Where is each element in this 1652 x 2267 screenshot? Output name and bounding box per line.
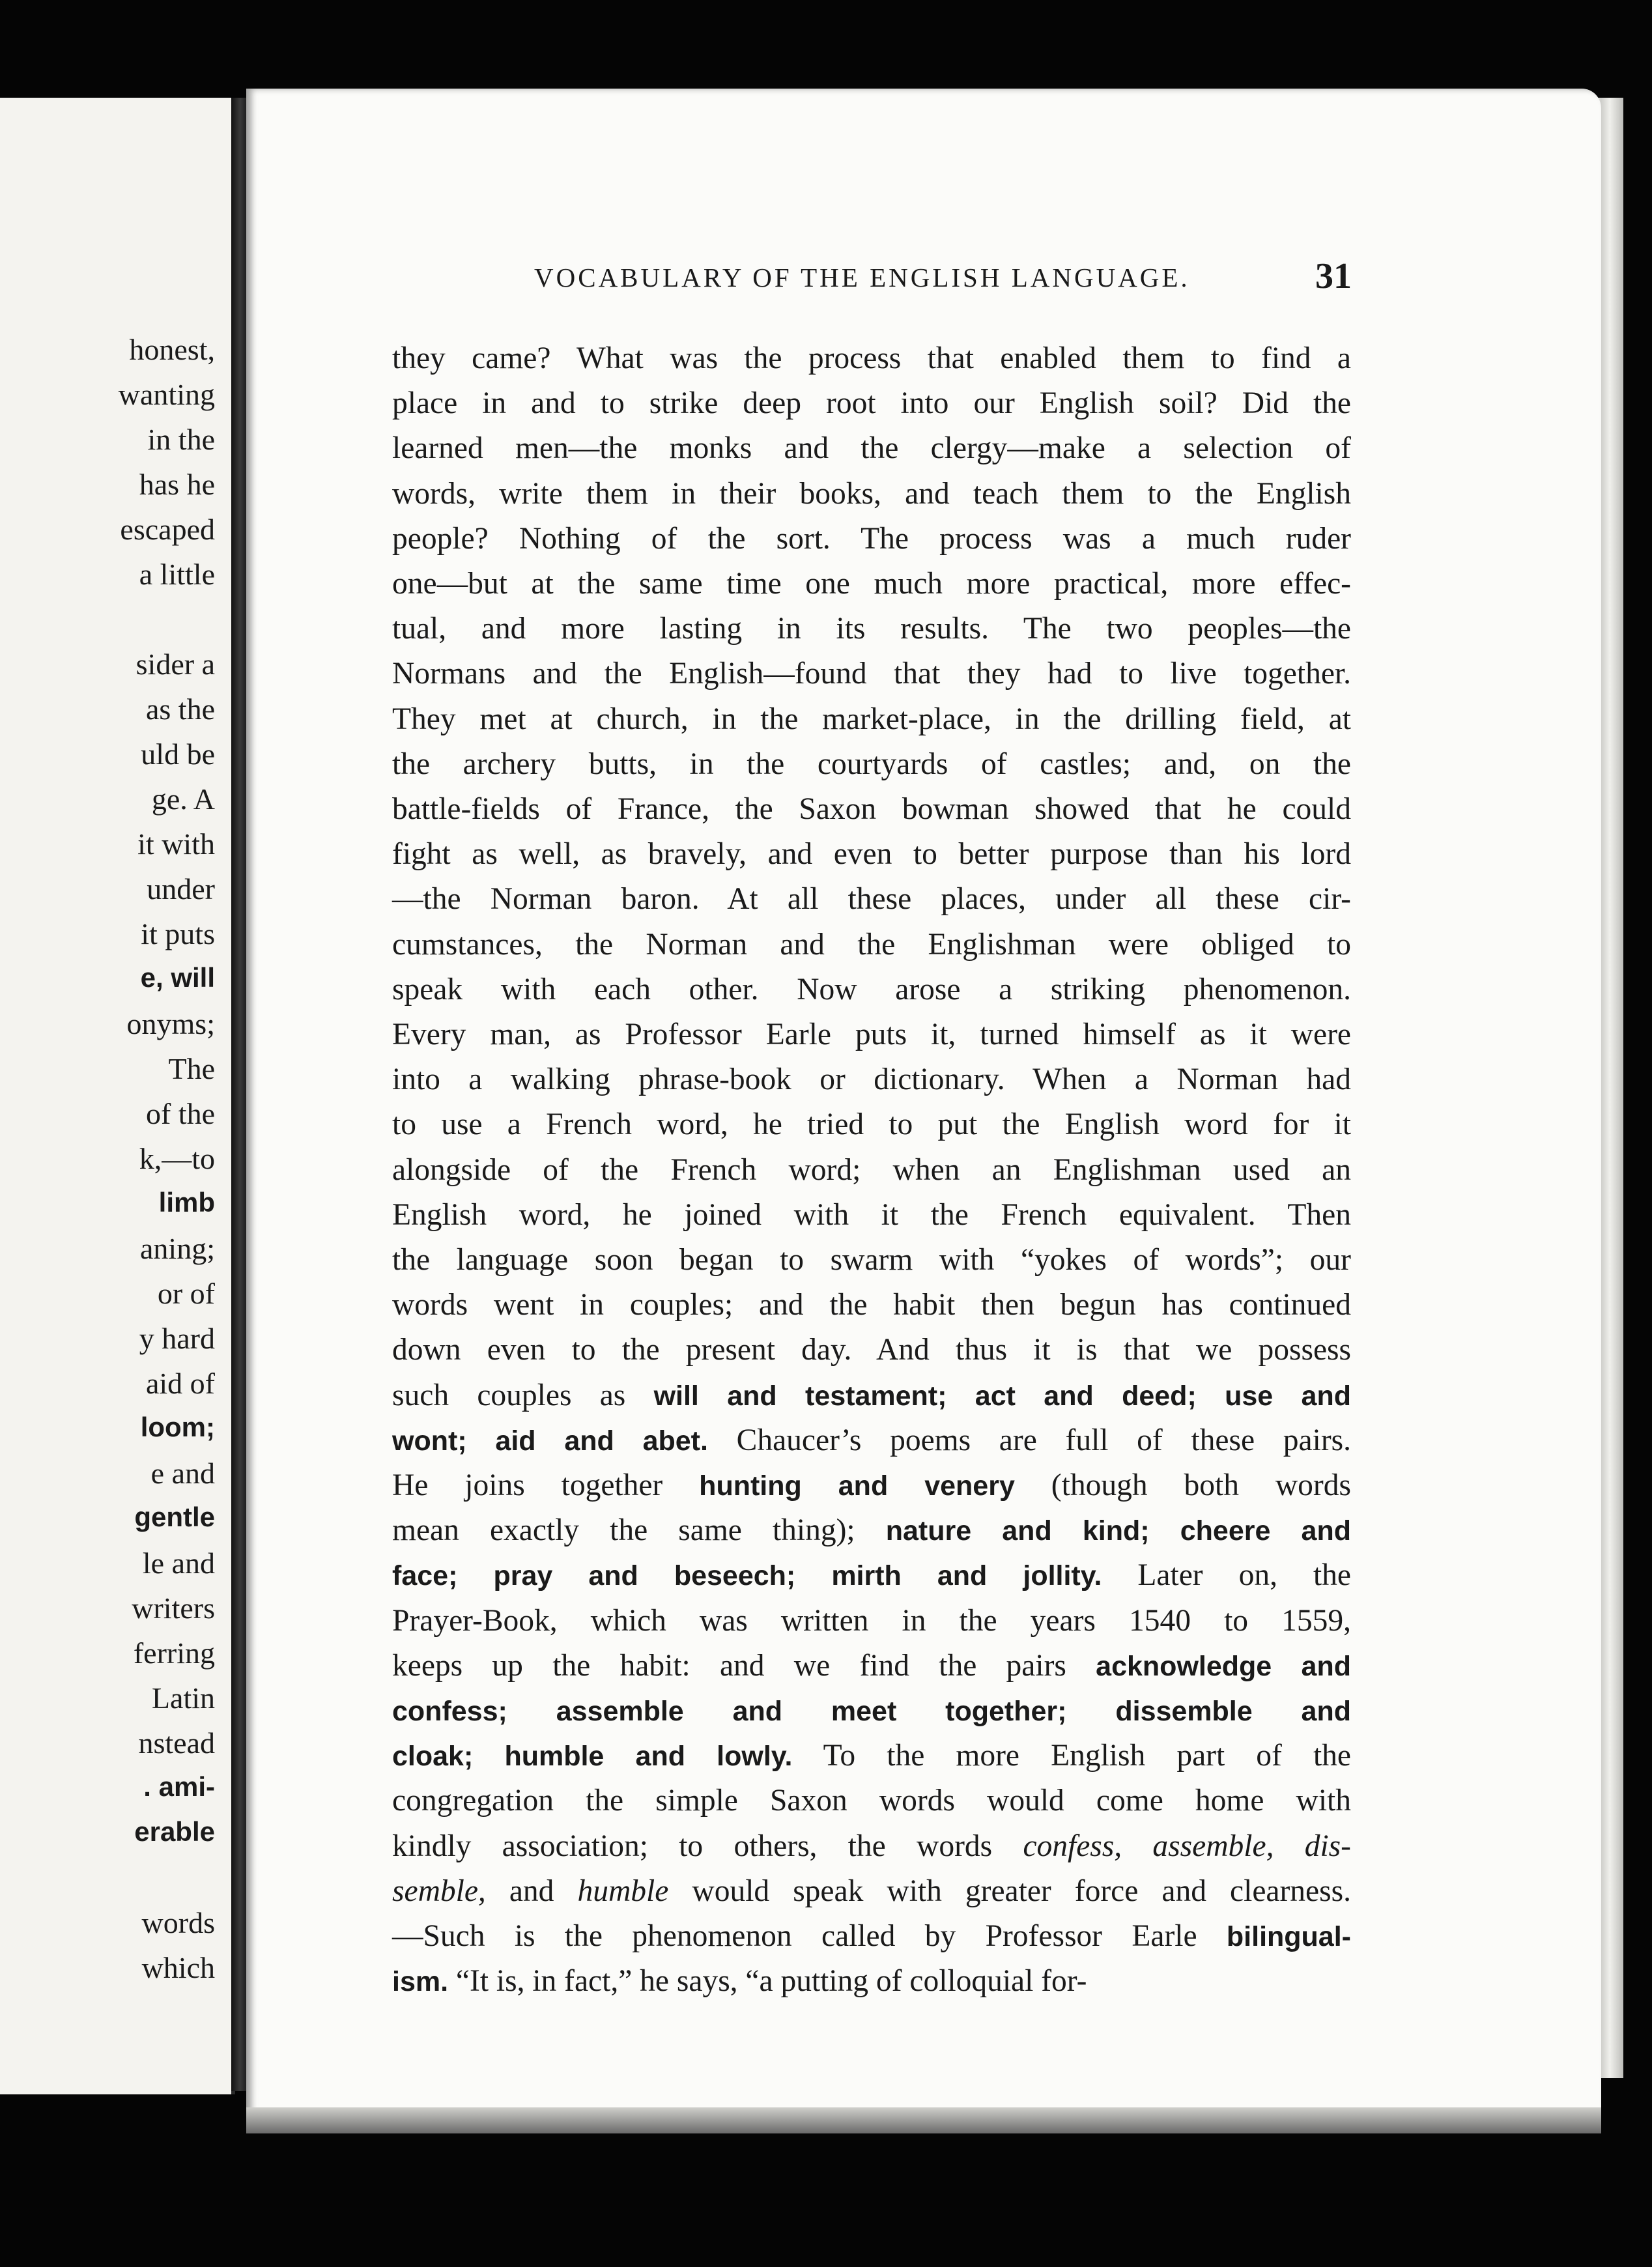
text-run: down even to the present day. And thus it is that we possess bbox=[392, 1333, 1351, 1367]
text-run: Every man, as Professor Earle puts it, turned himself as it were bbox=[392, 1018, 1351, 1051]
text-line bbox=[392, 1598, 1351, 1644]
facing-page-line: erable bbox=[134, 1816, 215, 1847]
text-line bbox=[392, 651, 1351, 696]
facing-page-line: le and bbox=[142, 1547, 215, 1580]
text-run: To the more English part of the bbox=[792, 1739, 1351, 1773]
text-run: such couples as bbox=[392, 1378, 654, 1412]
facing-page-line: onyms; bbox=[126, 1007, 215, 1040]
text-run: place in and to strike deep root into our English soil? Did the bbox=[392, 386, 1351, 421]
facing-page-line: it with bbox=[137, 827, 215, 861]
bold-term: wont; aid and abet. bbox=[392, 1425, 708, 1457]
facing-page-line: gentle bbox=[134, 1502, 215, 1532]
italic-term: humble bbox=[577, 1874, 669, 1908]
text-run: the archery butts, in the courtyards of castles; and, on the bbox=[392, 747, 1351, 781]
facing-page-line: has he bbox=[139, 468, 215, 501]
text-line bbox=[392, 380, 1351, 426]
text-line bbox=[392, 876, 1351, 922]
facing-page-line: limb bbox=[158, 1187, 215, 1218]
facing-page-left bbox=[0, 98, 235, 2094]
text-run: (though both words bbox=[1014, 1468, 1351, 1502]
bold-term: hunting and venery bbox=[699, 1470, 1015, 1502]
bold-term: cloak; humble and lowly. bbox=[392, 1741, 793, 1773]
text-line bbox=[392, 1462, 1351, 1508]
text-run: kindly association; to others, the words bbox=[392, 1829, 1023, 1863]
facing-page-line: of the bbox=[145, 1097, 215, 1130]
facing-page-line: e and bbox=[150, 1457, 215, 1490]
text-line bbox=[392, 1192, 1351, 1238]
facing-page-line: it puts bbox=[141, 917, 215, 950]
facing-page-line: ferring bbox=[133, 1636, 215, 1670]
text-run: tual, and more lasting in its results. The two peoples—the bbox=[392, 612, 1351, 646]
text-run: and bbox=[485, 1874, 578, 1908]
text-line bbox=[392, 516, 1351, 562]
text-line bbox=[392, 1147, 1351, 1193]
facing-page-line: in the bbox=[147, 423, 215, 456]
text-run: Chaucer’s poems are full of these pairs. bbox=[707, 1423, 1351, 1457]
facing-page-line: or of bbox=[157, 1277, 215, 1310]
facing-page-line: sider a bbox=[135, 648, 215, 681]
text-run: mean exactly the same thing); bbox=[392, 1513, 886, 1548]
bold-term: confess; assemble and meet together; dissemble and bbox=[392, 1696, 1351, 1727]
text-line bbox=[392, 1057, 1351, 1102]
bold-term: will and testament; act and deed; use and bbox=[653, 1380, 1352, 1412]
text-line bbox=[392, 1868, 1351, 1914]
text-line bbox=[392, 1913, 1351, 1959]
text-run: speak with each other. Now arose a striking phenomenon. bbox=[392, 972, 1351, 1006]
text-run: He joins together bbox=[392, 1468, 700, 1502]
facing-page-line: escaped bbox=[120, 513, 215, 546]
text-run: —Such is the phenomenon called by Professor Earle bbox=[392, 1919, 1227, 1953]
text-line bbox=[392, 967, 1351, 1012]
facing-page-line: aning; bbox=[140, 1232, 215, 1265]
facing-page-line: honest, bbox=[129, 333, 215, 366]
text-line bbox=[392, 831, 1351, 877]
facing-page-line: e, will bbox=[140, 962, 215, 993]
text-run: to use a French word, he tried to put the English word for it bbox=[392, 1107, 1351, 1142]
text-run: the language soon began to swarm with “yokes of words”; our bbox=[392, 1243, 1351, 1277]
text-line bbox=[392, 786, 1351, 832]
text-line bbox=[392, 471, 1351, 517]
text-run: words went in couples; and the habit then begun has continued bbox=[392, 1288, 1351, 1322]
text-line bbox=[392, 425, 1351, 471]
text-run: English word, he joined with it the French equivalent. Then bbox=[392, 1197, 1351, 1232]
facing-page-line: wanting bbox=[118, 378, 215, 411]
bold-term: face; pray and beseech; mirth and jollity. bbox=[392, 1560, 1102, 1592]
text-line bbox=[392, 1643, 1351, 1689]
text-line bbox=[392, 1102, 1351, 1147]
facing-page-line: writers bbox=[132, 1591, 215, 1625]
text-line bbox=[392, 1327, 1351, 1373]
page-bottom-shadow bbox=[246, 2107, 1601, 2133]
page-number: 31 bbox=[1315, 256, 1352, 296]
bold-term: bilingual- bbox=[1226, 1921, 1351, 1952]
text-line bbox=[392, 741, 1351, 787]
text-line bbox=[392, 922, 1351, 967]
facing-page-line: under bbox=[147, 872, 215, 905]
facing-page-line: ge. A bbox=[151, 782, 215, 816]
text-run: Normans and the English—found that they had to live together. bbox=[392, 657, 1351, 691]
text-line bbox=[392, 1237, 1351, 1283]
text-line bbox=[392, 1012, 1351, 1057]
italic-term: confess, assemble, dis- bbox=[1023, 1829, 1351, 1863]
text-run: keeps up the habit: and we find the pairs bbox=[392, 1648, 1096, 1683]
bold-term: ism. bbox=[392, 1966, 449, 1998]
text-line bbox=[392, 335, 1351, 381]
text-run: one—but at the same time one much more practical, more effec- bbox=[392, 567, 1351, 601]
text-run: battle-fields of France, the Saxon bowman showed that he could bbox=[392, 792, 1351, 826]
facing-page-line: aid of bbox=[145, 1367, 215, 1400]
text-run: they came? What was the process that enabled them to find a bbox=[392, 341, 1351, 375]
facing-page-line: loom; bbox=[140, 1412, 215, 1442]
facing-page-line: Latin bbox=[151, 1681, 215, 1715]
text-line bbox=[392, 606, 1351, 651]
facing-page-line: uld be bbox=[141, 737, 215, 771]
bold-term: nature and kind; cheere and bbox=[885, 1515, 1351, 1547]
italic-term: semble, bbox=[392, 1874, 486, 1908]
facing-page-line: words bbox=[141, 1906, 215, 1939]
text-run: fight as well, as bravely, and even to better purpose than his lord bbox=[392, 837, 1351, 872]
text-run: words, write them in their books, and teach them to the English bbox=[392, 476, 1351, 511]
text-line bbox=[392, 561, 1351, 606]
body-text bbox=[392, 335, 1351, 2003]
header-title: VOCABULARY OF THE ENGLISH LANGUAGE. bbox=[534, 263, 1190, 292]
text-run: alongside of the French word; when an Englishman used an bbox=[392, 1152, 1351, 1187]
text-run: —the Norman baron. At all these places, under all these cir- bbox=[392, 882, 1351, 917]
text-line bbox=[392, 1823, 1351, 1869]
facing-page-line: a little bbox=[139, 558, 215, 591]
text-line bbox=[392, 1733, 1351, 1778]
text-run: congregation the simple Saxon words would come home with bbox=[392, 1784, 1351, 1818]
text-run: learned men—the monks and the clergy—make a selection of bbox=[392, 431, 1351, 466]
facing-page-line: nstead bbox=[138, 1726, 215, 1760]
text-run: into a walking phrase-book or dictionary. When a Norman had bbox=[392, 1062, 1351, 1097]
text-run: Prayer-Book, which was written in the years 1540 to 1559, bbox=[392, 1603, 1351, 1638]
facing-page-line: The bbox=[168, 1052, 215, 1085]
facing-page-line: y hard bbox=[139, 1322, 215, 1355]
facing-page-line: as the bbox=[145, 692, 215, 726]
facing-page-line: which bbox=[141, 1951, 215, 1984]
text-line bbox=[392, 1552, 1351, 1598]
running-header bbox=[534, 255, 1352, 301]
text-run: “It is, in fact,” he says, “a putting of colloquial for- bbox=[448, 1964, 1087, 1999]
facing-page-line: . ami- bbox=[143, 1771, 215, 1802]
text-line bbox=[392, 1373, 1351, 1418]
text-run: people? Nothing of the sort. The process was a much ruder bbox=[392, 521, 1351, 556]
text-line bbox=[392, 1418, 1351, 1463]
text-line bbox=[392, 1958, 1351, 2004]
text-line bbox=[392, 1282, 1351, 1328]
text-run: cumstances, the Norman and the Englishman were obliged to bbox=[392, 927, 1351, 962]
text-line bbox=[392, 1688, 1351, 1733]
bold-term: acknowledge and bbox=[1096, 1650, 1351, 1682]
text-line bbox=[392, 1778, 1351, 1823]
facing-page-line: k,—to bbox=[139, 1142, 215, 1175]
text-line bbox=[392, 696, 1351, 742]
text-run: Later on, the bbox=[1102, 1558, 1351, 1593]
text-line bbox=[392, 1507, 1351, 1553]
text-run: They met at church, in the market-place, in the drilling field, at bbox=[392, 702, 1351, 736]
text-run: would speak with greater force and clearness. bbox=[668, 1874, 1351, 1908]
